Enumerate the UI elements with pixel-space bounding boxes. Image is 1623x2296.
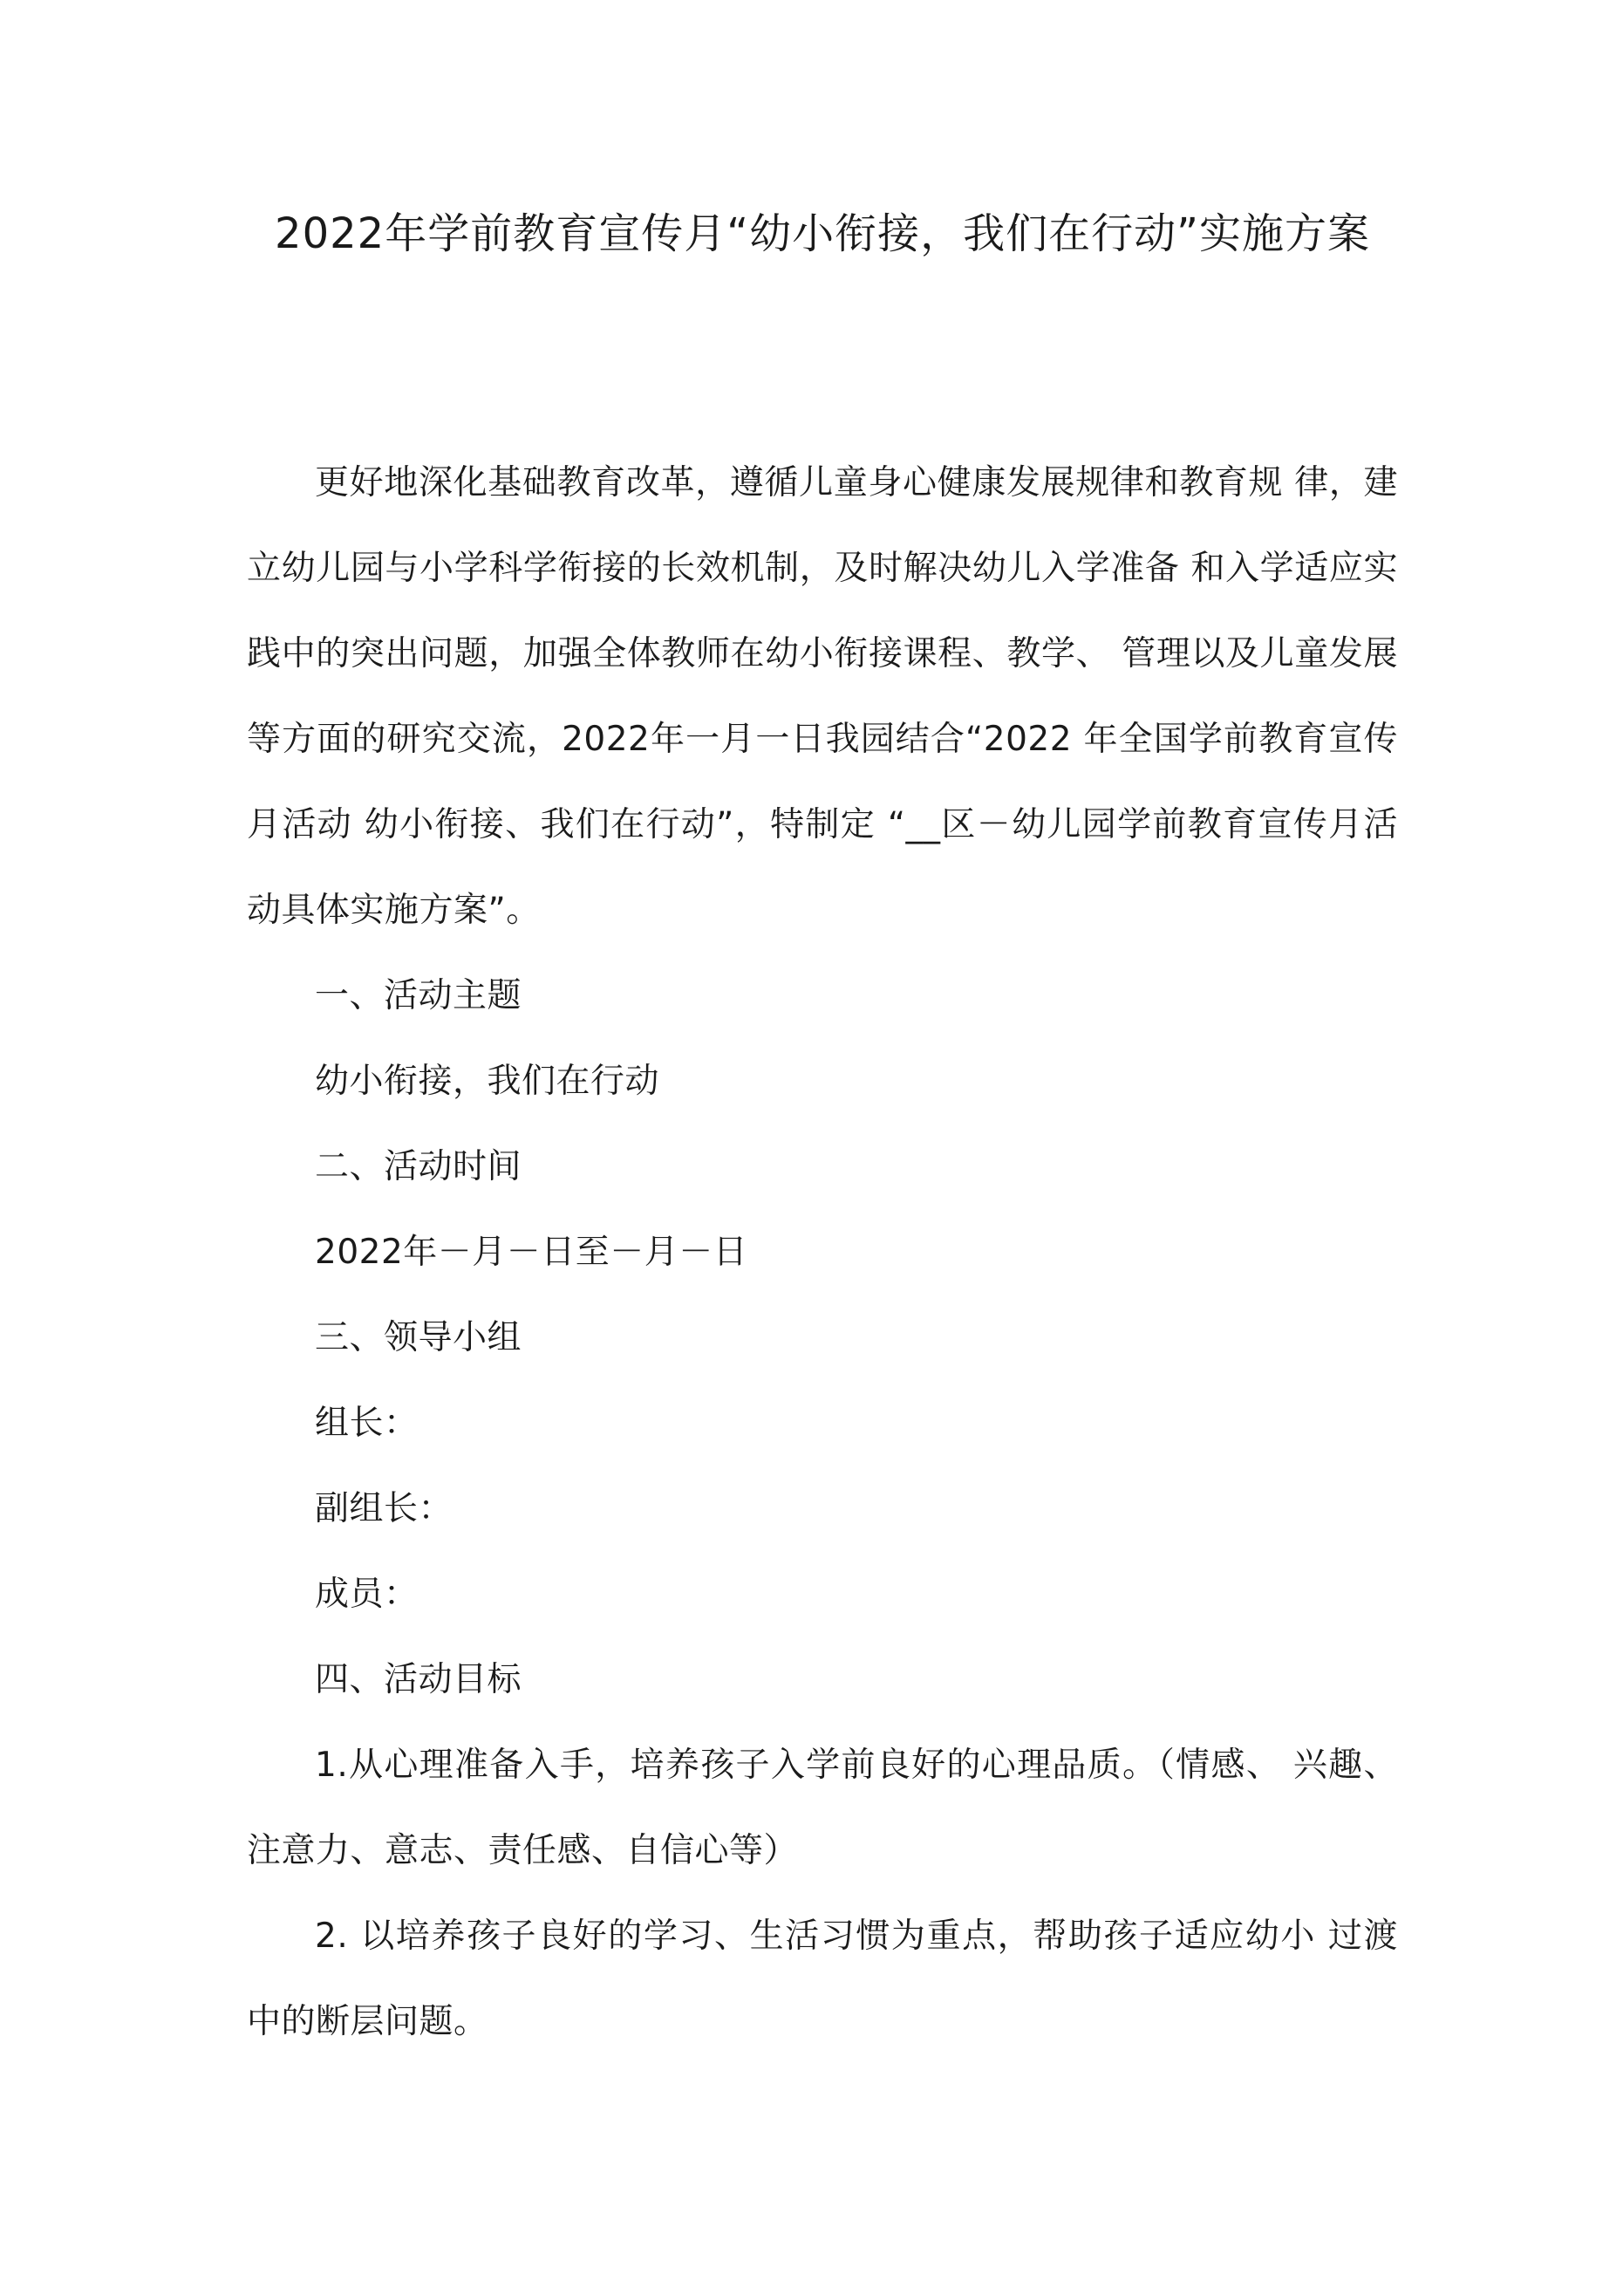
section-heading-theme: 一、活动主题	[315, 976, 522, 1015]
document-body	[247, 441, 1398, 2065]
goal-item: 2. 以培养孩子良好的学习、生活习惯为重点，帮助孩子适应幼小 过渡中的断层问题。	[247, 1917, 1398, 2041]
members-line: 成员：	[315, 1575, 419, 1614]
section-heading-time: 二、活动时间	[315, 1147, 522, 1186]
deputy-leader-line: 副组长：	[315, 1489, 453, 1528]
leader-line: 组长：	[315, 1404, 419, 1443]
document-title: 2022年学前教育宣传月“幼小衔接，我们在行动”实施方案	[275, 209, 1370, 258]
goal-item: 1.从心理准备入手，培养孩子入学前良好的心理品质。（情感、 兴趣、注意力、意志、责任感、自信心等）	[247, 1746, 1398, 1870]
section-time-text: 2022年－月－日至－月－日	[315, 1233, 748, 1272]
intro-paragraph: 更好地深化基础教育改革，遵循儿童身心健康发展规律和教育规 律，建立幼儿园与小学科学衔接的长效机制，及时解决幼儿入学准备 和入学适应实践中的突出问题，加强全体教师在幼小衔接课程、教学、 管理以及儿童发展等方面的研究交流，2022年一月一日我园结合“2022 年全国学前教育宣传月活动 幼小衔接、我们在行动”，特制定 “__区－幼儿园学前教育宣传月活动具体实施方案”。	[247, 463, 1398, 930]
section-heading-leadership: 三、领导小组	[315, 1318, 522, 1357]
section-theme-text: 幼小衔接，我们在行动	[315, 1062, 660, 1101]
section-heading-goals: 四、活动目标	[315, 1660, 522, 1699]
